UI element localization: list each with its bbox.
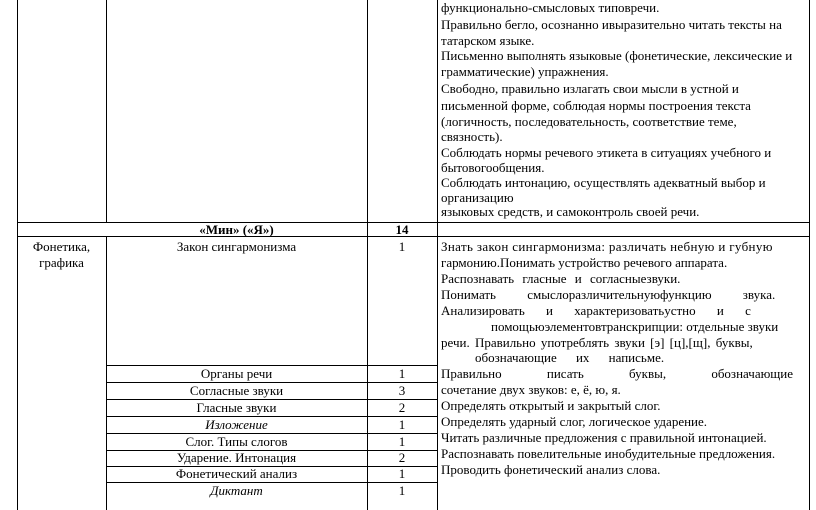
- top-line-justified: [441, 81, 805, 97]
- top-line: Соблюдать нормы речевого этикета в ситуациях учебного и: [441, 145, 772, 160]
- top-line: Правильно бегло, осознанно ивыразительно читать тексты на: [441, 17, 782, 32]
- topic-name: Изложение: [205, 417, 268, 432]
- top-line: Соблюдать интонацию, осуществлять адекватный выбор и: [441, 175, 766, 190]
- skill-line: Знать закон сингармонизма: различать небную и губную: [441, 239, 773, 254]
- section-hours: 14: [395, 222, 409, 237]
- skill-line: Правильно писать буквы, обозначающие: [441, 366, 794, 381]
- skill-line: Распознавать гласные и согласныезвуки.: [441, 271, 681, 286]
- skill-line: Распознавать повелительные инобудительные предложения.: [441, 446, 776, 461]
- top-line: Письменно выполнять языковые (фонетические, лексические и: [441, 48, 793, 63]
- top-line: функционально-смысловых типовречи.: [441, 0, 660, 15]
- topic-hours: 1: [398, 466, 406, 481]
- top-line: связность).: [441, 129, 503, 144]
- topic-name: Ударение. Интонация: [176, 450, 297, 465]
- skill-line: обозначающие их написьме.: [475, 350, 665, 365]
- topic-hours: 2: [398, 450, 406, 465]
- top-line: организацию: [441, 190, 514, 205]
- top-line: татарском языке.: [441, 33, 535, 48]
- col-border-1: [106, 0, 107, 222]
- skill-line: речи. Правильно употреблять звуки [э] [ц],[щ], буквы,: [441, 335, 753, 350]
- top-line: бытовогообщения.: [441, 160, 545, 175]
- theme-name-line1: Фонетика,: [32, 239, 91, 254]
- topic-name: Согласные звуки: [189, 383, 284, 398]
- skill-line: Анализировать и характеризоватьустно и с: [441, 303, 751, 318]
- topic-hours: 2: [398, 400, 406, 415]
- skill-line: Читать различные предложения с правильной интонацией.: [441, 430, 767, 445]
- theme-name-line2: графика: [39, 255, 84, 270]
- top-line: языковых средств, и самоконтроль своей речи.: [441, 204, 700, 219]
- topic-hours: 1: [398, 483, 406, 498]
- justified-text: Свободно, правильно излагать свои мысли в устной и: [441, 81, 739, 96]
- skill-line: помощьюэлементовтранскрипции: отдельные звуки: [491, 319, 779, 334]
- topic-hours: 1: [398, 239, 406, 254]
- section-title: «Мин» («Я»): [199, 222, 274, 237]
- topic-name: Фонетический анализ: [175, 466, 298, 481]
- col-border-3: [437, 0, 438, 510]
- skill-line: Проводить фонетический анализ слова.: [441, 462, 661, 477]
- topic-hours: 1: [398, 434, 406, 449]
- skill-line: Определять открытый и закрытый слог.: [441, 398, 661, 413]
- top-line: (логичность, последовательность, соответствие теме,: [441, 114, 737, 129]
- skill-line: Понимать смыслоразличительнуюфункцию звука.: [441, 287, 776, 302]
- top-line: грамматические) упражнения.: [441, 64, 609, 79]
- topic-hours: 1: [398, 366, 406, 381]
- skill-line: Определять ударный слог, логическое ударение.: [441, 414, 708, 429]
- topic-hours: 3: [398, 383, 406, 398]
- topic-name: Слог. Типы слогов: [185, 434, 288, 449]
- topic-name: Гласные звуки: [196, 400, 277, 415]
- skill-line: сочетание двух звуков: е, ё, ю, я.: [441, 382, 621, 397]
- topic-name: Диктант: [210, 483, 263, 498]
- topic-name: Закон сингармонизма: [176, 239, 297, 254]
- topic-hours: 1: [398, 417, 406, 432]
- col-border-right: [809, 0, 810, 510]
- top-line: письменной форме, соблюдая нормы построения текста: [441, 98, 751, 113]
- skill-line: гармонию.Понимать устройство речевого аппарата.: [441, 255, 728, 270]
- topic-name: Органы речи: [200, 366, 273, 381]
